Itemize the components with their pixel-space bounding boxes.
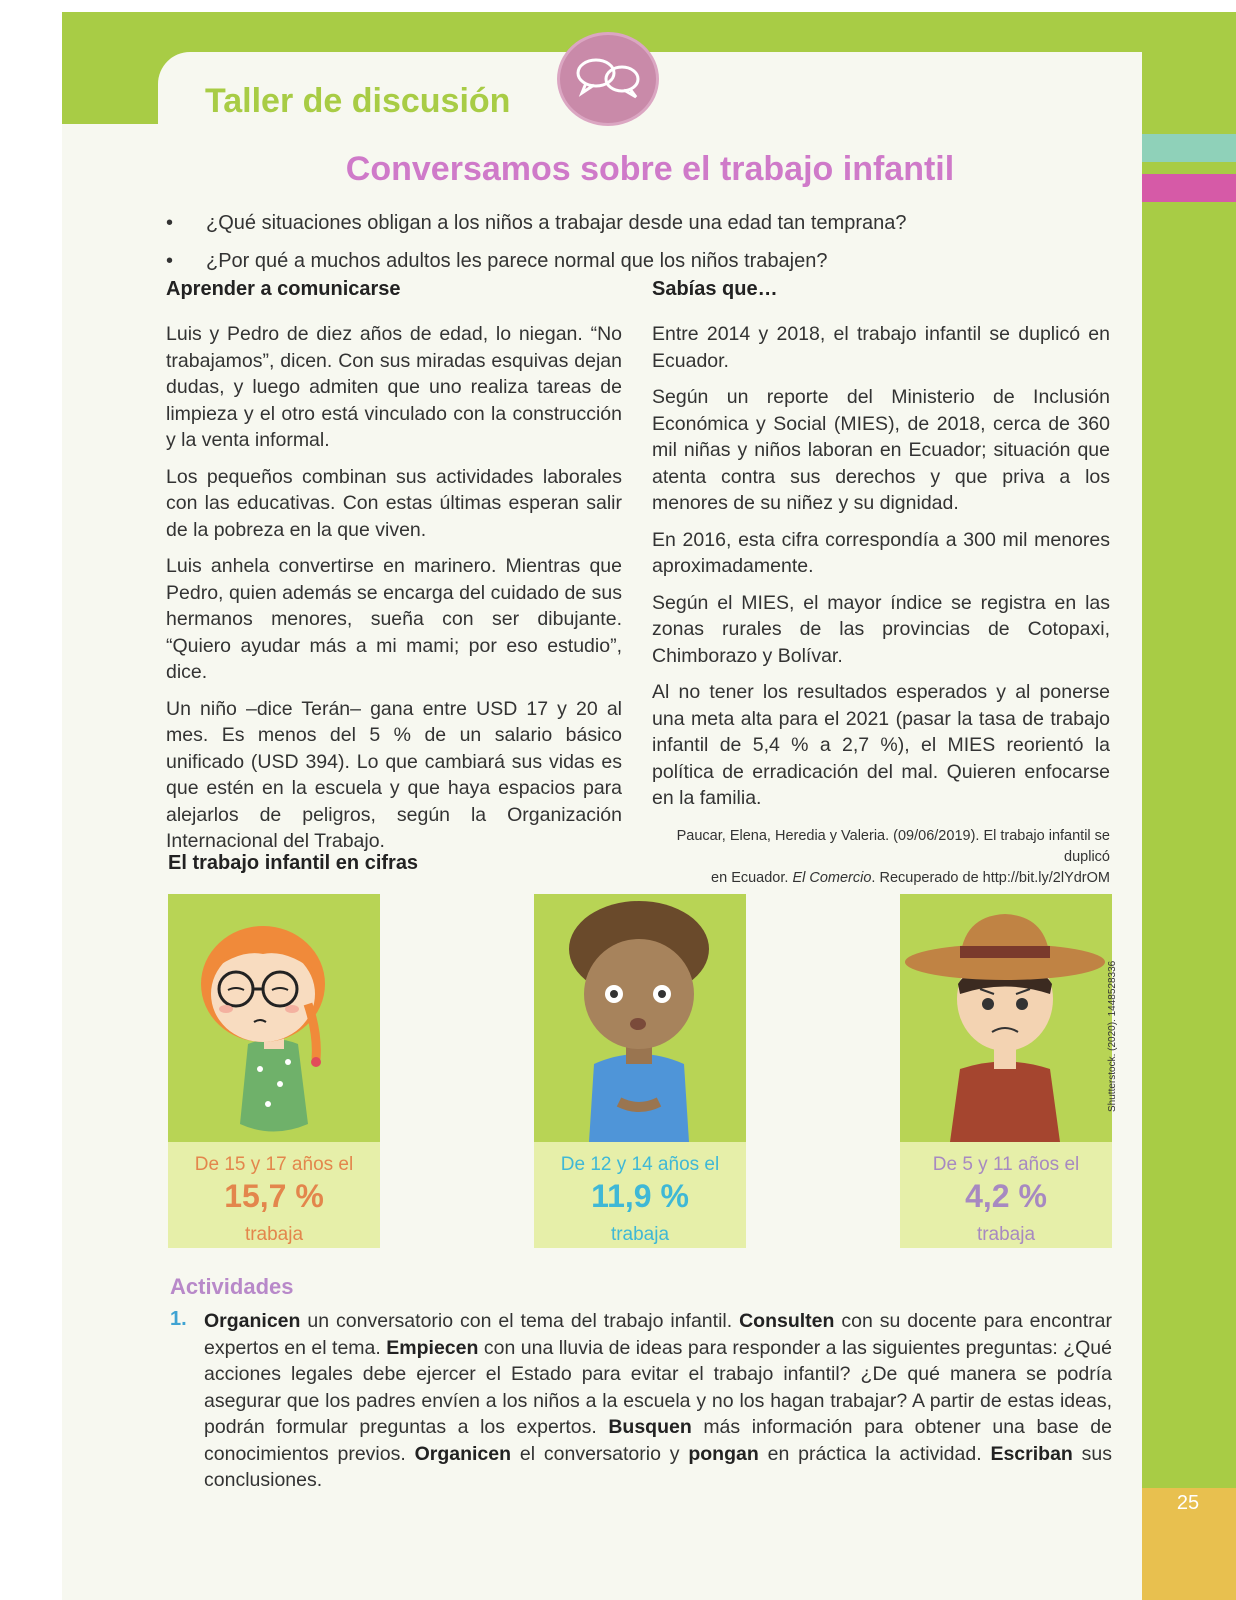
page xyxy=(62,12,1236,1600)
teal-stripe xyxy=(1142,134,1236,162)
activity-verb: Consulten xyxy=(739,1310,835,1332)
activity-text-run: en práctica la actividad. xyxy=(758,1442,991,1465)
stat-percent: 4,2 % xyxy=(965,1178,1047,1214)
citation-source: El Comercio xyxy=(792,869,872,886)
stat-suffix: trabaja xyxy=(610,1224,670,1245)
question-item: • ¿Por qué a muchos adultos les parece normal que los niños trabajen? xyxy=(162,242,1122,280)
stat-card-15-17 xyxy=(168,894,380,1248)
stat-label: De 5 y 11 años el xyxy=(932,1154,1080,1175)
activity-verb: Empiecen xyxy=(386,1336,479,1359)
activity-verb: Escriban xyxy=(990,1442,1073,1465)
activity-verb: Organicen xyxy=(414,1442,512,1465)
discussion-questions xyxy=(162,204,1122,280)
speech-bubbles-icon xyxy=(557,32,659,126)
activity-verb: Organicen xyxy=(204,1310,301,1332)
left-paragraph: Los pequeños combinan sus actividades laborales con las educativas. Con estas últimas esperan salir de la pobreza en la que viven. xyxy=(166,465,622,541)
stat-card-12-14 xyxy=(534,894,746,1248)
activity-text-run: con una lluvia de ideas para responder a las siguientes preguntas: ¿Qué acciones legales debe ejercer el Estado para evitar el trabajo infantil? ¿De qué manera se podría asegurar que los padres envíen a los niños a la escuela y no los hagan trabajar? A partir de estas ideas, podrán formular preguntas a los expertos. xyxy=(204,1336,1112,1438)
right-paragraph: Según un reporte del Ministerio de Inclusión Económica y Social (MIES), de 2018, cerca de 360 mil niñas y niños laboran en Ecuador; situación que atenta contra sus derechos y que priva a los menores de su niñez y su dignidad. xyxy=(652,386,1110,514)
stat-card-5-11 xyxy=(900,894,1112,1248)
stat-label: De 15 y 17 años el xyxy=(194,1154,354,1175)
pink-stripe xyxy=(1142,174,1236,202)
citation-post: . Recuperado de http://bit.ly/2lYdrOM xyxy=(871,869,1110,886)
stat-suffix: trabaja xyxy=(976,1224,1036,1245)
activity-text-run: el conversatorio y xyxy=(511,1442,689,1465)
stat-percent: 11,9 % xyxy=(591,1178,689,1214)
activity-text-run: sus conclusiones. xyxy=(204,1442,1113,1491)
right-paragraph: En 2016, esta cifra correspondía a 300 mil menores aproximadamente. xyxy=(652,528,1110,577)
right-heading: Sabías que… xyxy=(652,278,778,300)
left-paragraph: Un niño –dice Terán– gana entre USD 17 y 20 al mes. Es menos del 5 % de un salario básico unificado (USD 394). Lo que cambiará sus vidas es que estén en la escuela y que haya espacios para alejarlos de peligros, según la Organización Internacional del Trabajo. xyxy=(166,697,622,852)
question-item: • ¿Qué situaciones obligan a los niños a trabajar desde una edad tan temprana? xyxy=(162,204,1122,242)
page-number: 25 xyxy=(1176,1492,1200,1514)
activity-text-run: con su docente para encontrar expertos en el tema. xyxy=(204,1310,1112,1359)
activity-text xyxy=(204,1308,1112,1494)
main-title: Conversamos sobre el trabajo infantil xyxy=(345,150,955,188)
activity-number: 1. xyxy=(170,1308,187,1330)
left-paragraph: Luis y Pedro de diez años de edad, lo niegan. “No trabajamos”, dicen. Con sus miradas esquivas dejan dudas, y luego admiten que uno realiza tareas de limpieza y el otro está vinculado con la construcción y la venta informal. xyxy=(166,323,622,451)
stat-suffix: trabaja xyxy=(244,1224,304,1245)
left-column xyxy=(166,278,622,865)
stat-percent: 15,7 % xyxy=(224,1178,324,1214)
girl-illustration xyxy=(168,894,380,1142)
cifras-title: El trabajo infantil en cifras xyxy=(168,852,419,874)
right-paragraph: Al no tener los resultados esperados y al ponerse una meta alta para el 2021 (pasar la tasa de trabajo infantil de 5,4 % a 2,7 %), el MIES reorientó la política de erradicación del mal. Quieren enfocarse en la familia. xyxy=(652,681,1110,809)
left-heading: Aprender a comunicarse xyxy=(166,278,401,300)
right-paragraph: Según el MIES, el mayor índice se registra en las zonas rurales de las provincias de Cotopaxi, Chimborazo y Bolívar. xyxy=(652,591,1110,667)
activities-title: Actividades xyxy=(170,1274,294,1299)
activity-text-run: más información para obtener una base de conocimientos previos. xyxy=(204,1416,1112,1465)
right-paragraph: Entre 2014 y 2018, el trabajo infantil se duplicó en Ecuador. xyxy=(652,323,1110,372)
activity-text-run: un conversatorio con el tema del trabajo infantil. xyxy=(300,1310,740,1332)
right-column xyxy=(652,278,1110,889)
boy-with-hat-illustration xyxy=(900,894,1112,1142)
citation-pre: en Ecuador. xyxy=(711,869,793,886)
image-credit: Shutterstock. (2020). 1448528336 xyxy=(1107,960,1118,1112)
right-band xyxy=(1142,124,1236,1500)
boy-illustration xyxy=(534,894,746,1142)
citation xyxy=(652,826,1110,889)
section-title: Taller de discusión xyxy=(205,82,511,120)
stat-label: De 12 y 14 años el xyxy=(560,1154,720,1175)
activity-verb: pongan xyxy=(688,1442,759,1465)
citation-line1: Paucar, Elena, Heredia y Valeria. (09/06/2019). El trabajo infantil se duplicó xyxy=(676,827,1110,865)
left-paragraph: Luis anhela convertirse en marinero. Mientras que Pedro, quien además se encarga del cuidado de sus hermanos menores, sueña con ser dibujante. “Quiero ayudar más a mi mami; por eso estudio”, dice. xyxy=(166,555,622,683)
activity-verb: Busquen xyxy=(608,1416,692,1438)
